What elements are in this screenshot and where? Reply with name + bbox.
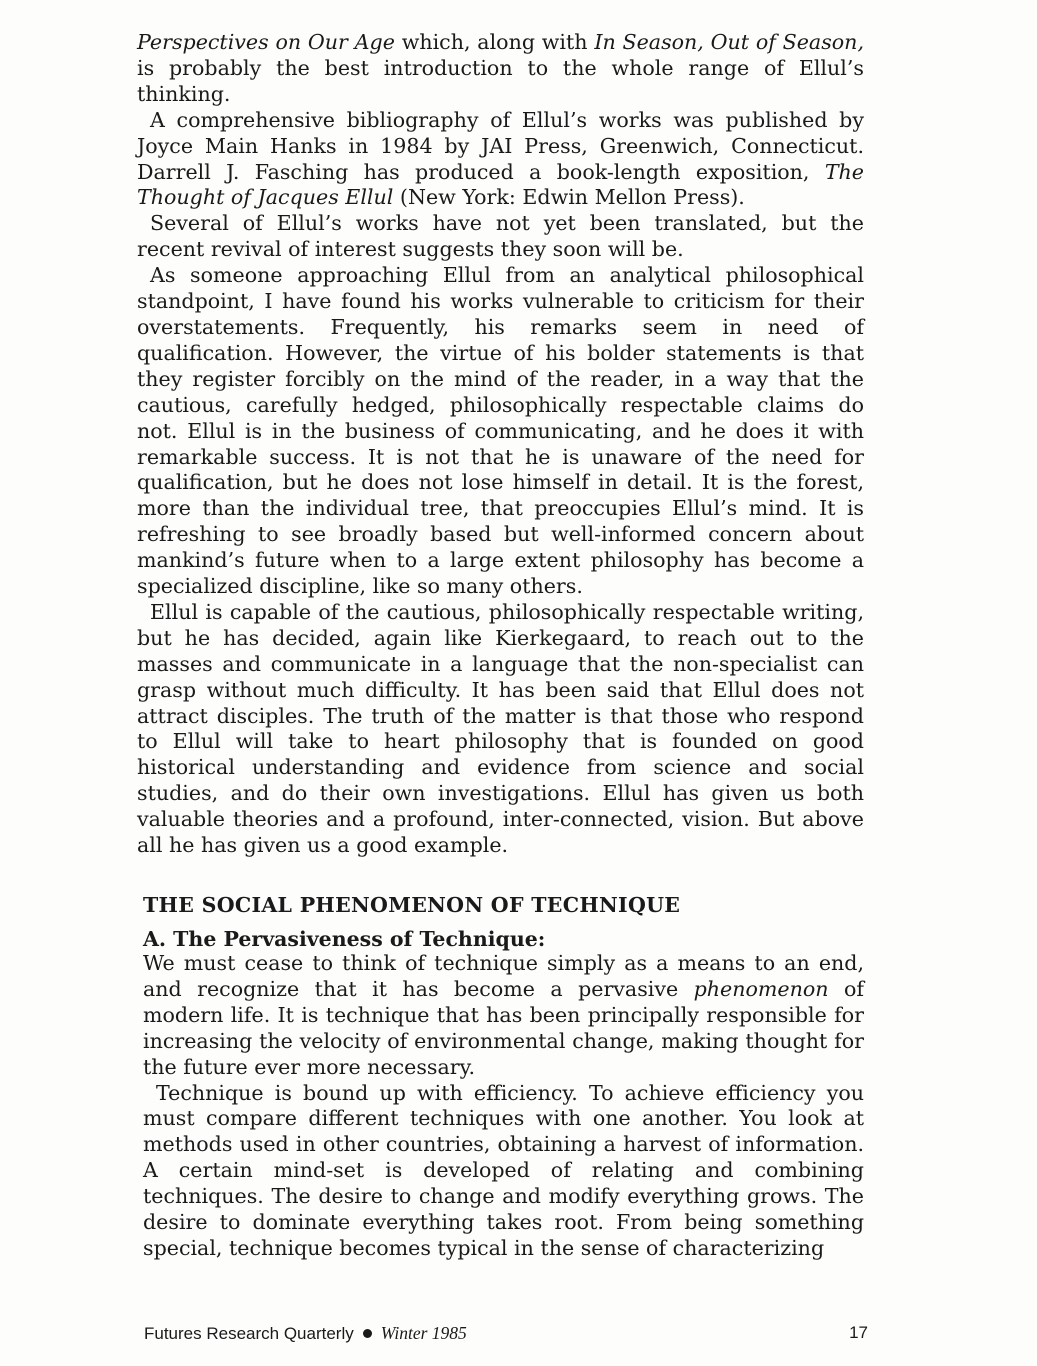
paragraph xyxy=(137,600,864,859)
section-text xyxy=(143,951,864,1262)
paragraph xyxy=(137,211,864,263)
paragraph xyxy=(137,30,864,108)
italic-text: The Thought of Jacques Ellul xyxy=(137,159,864,210)
paragraph xyxy=(143,951,864,1081)
text-run: is probably the best introduction to the whole range of Ellul’s thinking. xyxy=(137,55,864,106)
italic-text: In Season, Out of Season, xyxy=(594,30,864,54)
subsection-heading: A. The Pervasiveness of Technique: xyxy=(143,927,546,951)
text-run: A comprehensive bibliography of Ellul’s works was published by Joyce Main Hanks in 1984 by JAI Press, Greenwich, Connecticut. Darrell J. Fasching has produced a book-length exposition, xyxy=(137,107,864,184)
text-run: Technique is bound up with efficiency. To achieve efficiency you must compare different techniques with one another. You look at methods used in other countries, obtaining a harvest of information. A certain mind-set is developed of relating and combining techniques. The desire to change and modify everything grows. The desire to dominate everything takes root. From being something special, technique becomes typical in the sense of characterizing xyxy=(143,1080,864,1260)
issue-date: Winter 1985 xyxy=(380,1323,467,1343)
text-run: We must cease to think of technique simply as a means to an end, and recognize that it has become a pervasive xyxy=(143,951,864,1001)
italic-text: Perspectives on Our Age xyxy=(137,30,395,54)
journal-title: Futures Research Quarterly xyxy=(144,1324,354,1343)
paragraph xyxy=(143,1081,864,1262)
footer-journal-line xyxy=(144,1323,467,1344)
text-run: of modern life. It is technique that has been principally responsible for increasing the velocity of environmental change, making thought for the future ever more necessary. xyxy=(143,976,864,1079)
section-heading: THE SOCIAL PHENOMENON OF TECHNIQUE xyxy=(143,893,681,917)
paragraph xyxy=(137,108,864,212)
intro-text xyxy=(137,30,864,859)
text-run: which, along with xyxy=(394,30,595,54)
text-run: As someone approaching Ellul from an analytical philosophical standpoint, I have found his works vulnerable to criticism for their overstatements. Frequently, his remarks seem in need of qualification. However, the virtue of his bolder statements is that they register forcibly on the mind of the reader, in a way that the cautious, carefully hedged, philosophically respectable claims do not. Ellul is in the business of communicating, and he does it with remarkable success. It is not that he is unaware of the need for qualification, but he does not lose himself in detail. It is the forest, more than the individual tree, that preoccupies Ellul’s mind. It is refreshing to see broadly based but well-informed concern about mankind’s future when to a large extent philosophy has become a specialized discipline, like so many others. xyxy=(137,263,864,599)
text-run: (New York: Edwin Mellon Press). xyxy=(393,185,745,210)
page-footer xyxy=(144,1323,868,1349)
italic-text: phenomenon xyxy=(693,976,829,1001)
paragraph xyxy=(137,263,864,600)
page-body xyxy=(137,30,864,1262)
bullet-icon xyxy=(363,1329,372,1338)
page-number: 17 xyxy=(849,1323,868,1342)
text-run: Ellul is capable of the cautious, philosophically respectable writing, but he has decided, again like Kierkegaard, to reach out to the masses and communicate in a language that the non-specialist can grasp without much difficulty. It has been said that Ellul does not attract disciples. The truth of the matter is that those who respond to Ellul will take to heart philosophy that is founded on good historical understanding and evidence from science and social studies, and do their own investigations. Ellul has given us both valuable theories and a profound, inter-connected, vision. But above all he has given us a good example. xyxy=(137,599,864,858)
text-run: Several of Ellul’s works have not yet been translated, but the recent revival of interest suggests they soon will be. xyxy=(137,211,864,262)
